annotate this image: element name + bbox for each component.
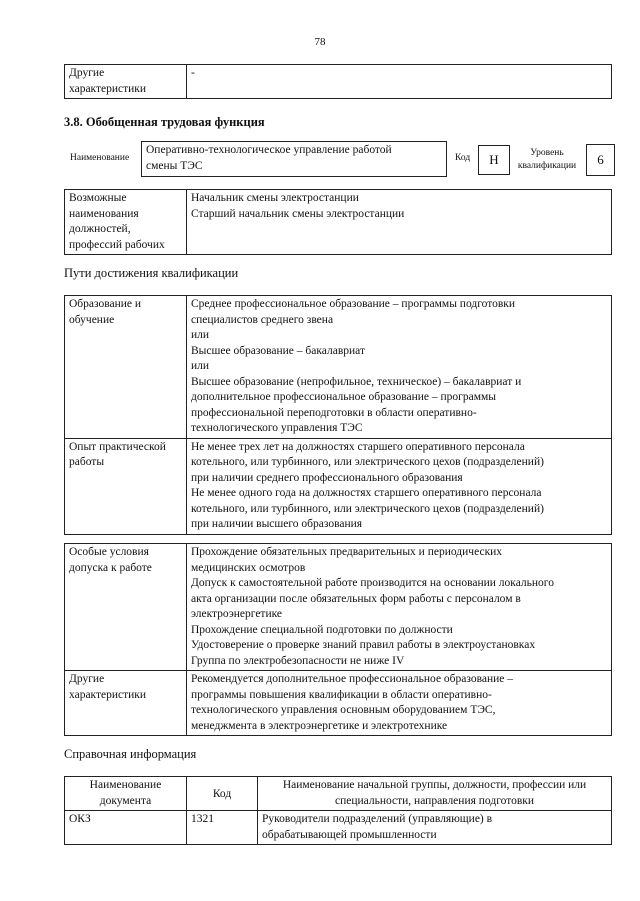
row-value xyxy=(187,544,612,671)
table-row xyxy=(65,296,612,439)
header-name xyxy=(258,777,612,811)
header-line: специальности, направления подготовки xyxy=(334,794,535,807)
value-line: Прохождение специальной подготовки по должности xyxy=(191,623,453,636)
header-doc xyxy=(65,777,187,811)
value-line: Не менее трех лет на должностях старшего оперативного персонала xyxy=(191,440,525,453)
function-name-line: Оперативно-технологическое управление работой xyxy=(146,144,392,156)
qualification-paths-title: Пути достижения квалификации xyxy=(64,266,239,280)
label-line: Опыт практической xyxy=(69,440,166,453)
value-line: электроэнергетике xyxy=(191,608,283,620)
cell-name xyxy=(258,811,612,845)
table-header-row xyxy=(65,777,612,811)
label-line: работы xyxy=(69,456,105,468)
label-line: характеристики xyxy=(69,688,147,701)
value-line: или xyxy=(191,329,210,341)
value-line: Начальник смены электростанции xyxy=(191,192,359,204)
value-line: Допуск к самостоятельной работе производится на основании локального xyxy=(191,577,554,589)
code-label: Код xyxy=(455,153,471,163)
level-label-line: Уровень xyxy=(530,148,564,158)
value-line: котельного, или турбинного, или электрического цехов (подразделений) xyxy=(191,456,544,468)
row-value xyxy=(187,671,612,736)
value-line: или xyxy=(191,360,210,372)
label-line: допуска к работе xyxy=(69,561,152,574)
value-line: программы повышения квалификации в области оперативно- xyxy=(191,688,492,701)
table-row xyxy=(65,190,612,255)
value-line: Старший начальник смены электростанции xyxy=(191,207,405,220)
row-label xyxy=(65,544,187,671)
function-name-line: смены ТЭС xyxy=(146,159,203,172)
label-line: Возможные xyxy=(69,192,127,204)
value-line: Группа по электробезопасности не ниже IV xyxy=(191,654,405,667)
value-line: Рекомендуется дополнительное профессиональное образование – xyxy=(191,673,514,685)
top-characteristics-table xyxy=(64,64,612,99)
table-row xyxy=(65,671,612,736)
name-label: Наименование xyxy=(70,153,130,163)
value-line: Не менее одного года на должностях старшего оперативного персонала xyxy=(191,487,542,499)
label-line: должностей, xyxy=(69,223,131,235)
value-line: медицинских осмотров xyxy=(191,561,306,574)
value-line: Среднее профессиональное образование – программы подготовки xyxy=(191,298,516,310)
reference-table xyxy=(64,776,612,845)
value-line: дополнительное профессиональное образование – программы xyxy=(191,391,496,403)
cell-doc: ОКЗ xyxy=(65,811,187,845)
label-line: Особые условия xyxy=(69,546,149,558)
value-line: при наличии высшего образования xyxy=(191,518,363,530)
reference-title: Справочная информация xyxy=(64,747,197,761)
value-line: технологического управления основным оборудованием ТЭС, xyxy=(191,704,496,716)
qualification-paths-table xyxy=(64,295,612,535)
level-label xyxy=(512,147,582,173)
value-line: котельного, или турбинного, или электрического цехов (подразделений) xyxy=(191,502,544,515)
cell-code: 1321 xyxy=(187,811,258,845)
value-line: Прохождение обязательных предварительных и периодических xyxy=(191,546,503,558)
value-line: технологического управления ТЭС xyxy=(191,422,363,434)
row-label xyxy=(65,296,187,439)
table-row xyxy=(65,811,612,845)
label-line: наименования xyxy=(69,207,139,220)
label-line: обучение xyxy=(69,313,115,326)
label-line: Другие xyxy=(69,67,105,79)
table-row xyxy=(65,65,612,99)
label-line: профессий рабочих xyxy=(69,238,165,251)
value-line: Высшее образование – бакалавриат xyxy=(191,344,365,357)
value-line: акта организации после обязательных форм работы с персоналом в xyxy=(191,592,521,605)
level-value-box: 6 xyxy=(586,144,615,176)
table-row xyxy=(65,544,612,671)
row-value xyxy=(187,190,612,255)
section-title: 3.8. Обобщенная трудовая функция xyxy=(64,115,265,129)
table-row xyxy=(65,438,612,534)
row-label xyxy=(65,438,187,534)
value-line: Удостоверение о проверке знаний правил работы в электроустановках xyxy=(191,639,536,651)
value-line: при наличии среднего профессионального образования xyxy=(191,471,463,484)
value-line: специалистов среднего звена xyxy=(191,313,334,326)
header-line: Наименование xyxy=(89,779,162,791)
row-value xyxy=(187,438,612,534)
header-line: документа xyxy=(99,794,152,807)
row-value xyxy=(187,296,612,439)
page-number: 78 xyxy=(314,36,326,48)
row-label xyxy=(65,671,187,736)
label-line: Образование и xyxy=(69,298,142,310)
header-code: Код xyxy=(187,777,258,811)
value-line: обрабатывающей промышленности xyxy=(262,828,437,841)
header-line: Наименование начальной группы, должности, профессии или xyxy=(282,779,587,791)
value-line: Руководители подразделений (управляющие) в xyxy=(262,813,493,825)
value-line: менеджмента в электроэнергетике и электротехнике xyxy=(191,719,448,732)
row-label xyxy=(65,65,187,99)
conditions-table xyxy=(64,543,612,736)
function-name-box xyxy=(141,141,447,177)
value-line: профессиональной переподготовки в области оперативно- xyxy=(191,406,477,419)
row-label xyxy=(65,190,187,255)
label-line: характеристики xyxy=(69,82,147,95)
level-label-line: квалификации xyxy=(517,161,577,171)
row-value: - xyxy=(187,65,612,99)
label-line: Другие xyxy=(69,673,105,685)
positions-table xyxy=(64,189,612,255)
code-value-box: H xyxy=(478,145,510,175)
value-line: Высшее образование (непрофильное, техническое) – бакалавриат и xyxy=(191,375,522,388)
